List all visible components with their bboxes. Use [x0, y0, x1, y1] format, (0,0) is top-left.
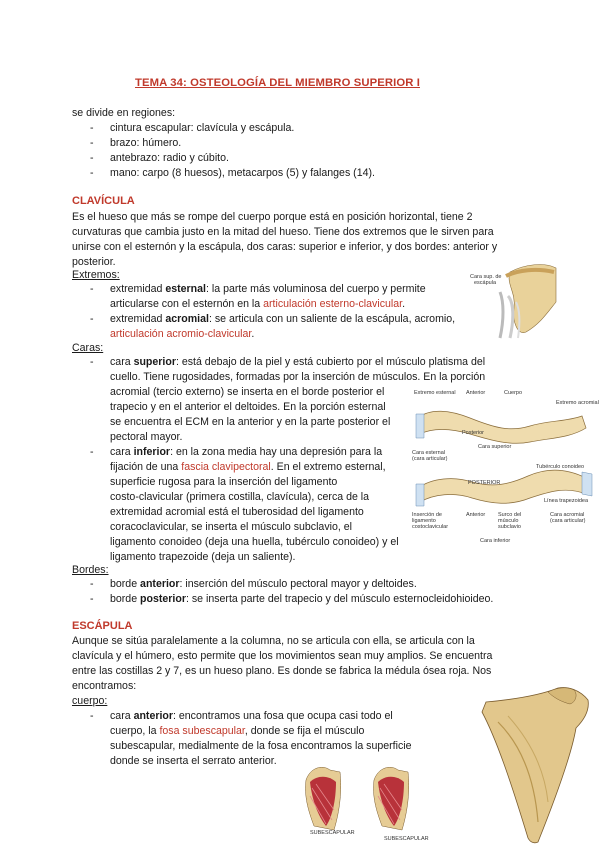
text-run: : inserción del músculo pectoral mayor y deltoides.: [179, 578, 417, 590]
text-run: borde: [110, 578, 141, 590]
clavicula-para-line: unirse con el esternón y la escápula, dos caras: superior e inferior, y dos bordes: anterior y: [72, 241, 498, 253]
clavicula-heading: CLAVÍCULA: [72, 195, 135, 207]
text-run: , donde se fija el músculo: [244, 725, 365, 737]
list-text: extremidad acromial está el tuberosidad del ligamento: [110, 506, 364, 518]
bold-term: anterior: [140, 578, 180, 590]
figure-label: POSTERIOR: [468, 480, 501, 486]
list-dash: -: [90, 152, 94, 164]
text-run: extremidad: [110, 283, 166, 295]
list-dash: -: [90, 593, 94, 605]
list-text: [110, 709, 456, 724]
list-dash: -: [90, 356, 94, 368]
escapula-para-line: clavícula y el húmero, esto permite que los movimientos sean muy amplios. Se encuentra: [72, 650, 493, 662]
clavicle-figure: [410, 388, 600, 548]
list-text: [110, 724, 456, 739]
text-run: fijación de una: [110, 461, 182, 473]
text-run: articularse con el esternón en la: [110, 298, 264, 310]
figure-label: SUBESCAPULAR: [310, 830, 355, 836]
list-text: acromial (tercio externo) se inserta en el borde posterior el: [110, 386, 385, 398]
text-run: extremidad: [110, 313, 166, 325]
region-text: brazo: húmero.: [110, 137, 182, 149]
highlight-term: fosa subescapular: [159, 725, 245, 737]
clavicula-para-line: curvaturas que cambia justo en la mitad del hueso. Tiene dos extremos que le sirven para: [72, 226, 494, 238]
figure-label: Cara acromial (cara articular): [550, 512, 586, 524]
list-dash: -: [90, 446, 94, 458]
list-text: donde se inserta el serrato anterior.: [110, 755, 277, 767]
highlight-term: articulación esterno-clavicular: [263, 298, 403, 310]
highlight-term: fascia clavipectoral: [181, 461, 271, 473]
clavicula-para-line: posterior.: [72, 256, 116, 268]
figure-label: Inserción de ligamento costoclavicular: [412, 512, 449, 530]
text-run: cara: [110, 356, 134, 368]
bold-term: anterior: [133, 710, 174, 722]
figure-label: Anterior: [466, 512, 486, 518]
text-run: : está debajo de la piel y está cubierto por el músculo platisma del: [175, 356, 486, 368]
region-text: antebrazo: radio y cúbito.: [110, 152, 229, 164]
figure-label: escápula: [474, 280, 497, 286]
text-run: borde: [110, 593, 141, 605]
figure-label: Tubérculo conoideo: [536, 464, 585, 470]
list-text: ligamento conoideo (deja una huella, tubérculo conoideo) y el: [110, 536, 399, 548]
bold-term: superior: [133, 356, 176, 368]
text-run: .: [251, 328, 255, 340]
list-text: coracoclavicular, se inserta el músculo subclavio, el: [110, 521, 353, 533]
list-dash: -: [90, 283, 94, 295]
text-run: cara: [110, 446, 134, 458]
list-text: superficie rugosa para la inserción del ligamento: [110, 476, 338, 488]
list-text: trapecio y en el anterior el deltoides. En la porción esternal: [110, 401, 386, 413]
list-text: [110, 327, 254, 342]
escapula-heading: ESCÁPULA: [72, 620, 133, 632]
figure-label: Línea trapezoidea: [544, 498, 589, 504]
escapula-para-line: entre las costillas 2 y 7, es un hueso plano. Es donde se fabrica la médula ósea roja. Nos: [72, 665, 492, 677]
clavicula-para-line: Es el hueso que más se rompe del cuerpo porque está en posición horizontal, tiene 2: [72, 211, 473, 223]
list-text: [110, 282, 426, 297]
list-text: [110, 460, 386, 475]
list-text: [110, 577, 417, 592]
caras-heading: Caras:: [72, 342, 104, 354]
figure-label: Extremo acromial: [556, 400, 599, 406]
list-text: cuello. Tiene rugosidades, formadas por la inserción de músculos. En la porción: [110, 371, 486, 383]
escapula-para-line: Aunque se sitúa paralelamente a la columna, no se articula con ella, se articula con la: [72, 635, 475, 647]
intro-text: se divide en regiones:: [72, 107, 176, 119]
list-dash: -: [90, 122, 94, 134]
text-run: : la parte más voluminosa del cuerpo y permite: [206, 283, 426, 295]
figure-label: Anterior: [466, 390, 486, 396]
list-text: se encuentra el ECM en la anterior y en la parte posterior el: [110, 416, 391, 428]
figure-label: Cara superior: [478, 444, 512, 450]
text-run: cara: [110, 710, 134, 722]
list-dash: -: [90, 710, 94, 722]
cuerpo-heading: cuerpo:: [72, 695, 108, 707]
scapula-figure: [478, 682, 596, 846]
bold-term: posterior: [140, 593, 186, 605]
text-run: : se inserta parte del trapecio y del músculo esternocleidohioideo.: [185, 593, 494, 605]
shoulder-figure: [470, 262, 558, 340]
list-text: [110, 355, 485, 370]
text-run: . En el extremo esternal,: [270, 461, 386, 473]
bold-term: esternal: [165, 283, 206, 295]
figure-label: SUBESCAPULAR: [384, 836, 429, 842]
figure-label: Posterior: [462, 430, 485, 436]
text-run: .: [402, 298, 406, 310]
list-text: costo-clavicular (primera costilla, clavícula), cerca de la: [110, 491, 370, 503]
region-text: mano: carpo (8 huesos), metacarpos (5) y falanges (14).: [110, 167, 375, 179]
figure-label: Extremo esternal: [414, 390, 456, 396]
subscapular-illustration: [300, 760, 434, 840]
list-text: [110, 297, 405, 312]
bold-term: inferior: [133, 446, 171, 458]
subscapular-figure: [300, 760, 434, 840]
figure-label: Cara esternal (cara articular): [412, 450, 448, 462]
text-run: : encontramos una fosa que ocupa casi todo el: [173, 710, 393, 722]
text-run: : se articula con un saliente de la escápula, acromio,: [208, 313, 456, 325]
list-dash: -: [90, 167, 94, 179]
list-dash: -: [90, 578, 94, 590]
figure-label: Cara inferior: [480, 538, 511, 544]
text-run: cuerpo, la: [110, 725, 160, 737]
bold-term: acromial: [165, 313, 209, 325]
scapula-illustration: [478, 682, 596, 846]
list-text: [110, 592, 493, 607]
highlight-term: articulación acromio-clavicular: [110, 328, 252, 340]
list-text: pectoral mayor.: [110, 431, 183, 443]
figure-label: Cuerpo: [504, 390, 523, 396]
extremos-heading: Extremos:: [72, 269, 120, 281]
escapula-para-line: encontramos:: [72, 680, 137, 692]
figure-label: Surco del músculo subclavio: [498, 512, 522, 530]
list-text: ligamento trapezoide (deja un saliente).: [110, 551, 296, 563]
list-text: [110, 445, 382, 460]
list-dash: -: [90, 137, 94, 149]
region-text: cintura escapular: clavícula y escápula.: [110, 122, 295, 134]
list-text: [110, 312, 455, 327]
list-text: subescapular, medialmente de la fosa encontramos la superficie: [110, 740, 412, 752]
bordes-heading: Bordes:: [72, 564, 109, 576]
figure-label: Cara sup. de: [470, 274, 502, 280]
text-run: : en la zona media hay una depresión para la: [170, 446, 383, 458]
page-title: TEMA 34: OSTEOLOGÍA DEL MIEMBRO SUPERIOR I: [135, 77, 420, 89]
list-dash: -: [90, 313, 94, 325]
